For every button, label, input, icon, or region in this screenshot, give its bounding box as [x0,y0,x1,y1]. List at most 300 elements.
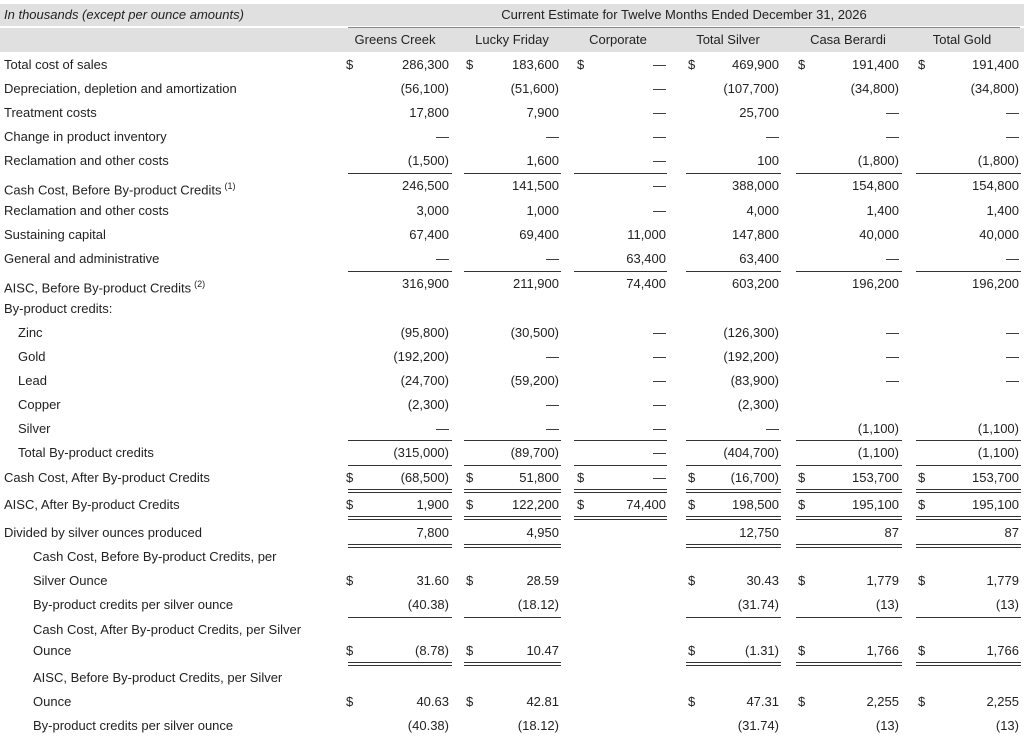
currency-symbol: $ [798,57,806,72]
cell-corporate: — [653,57,666,72]
cell-greens-creek: — [436,251,449,266]
cell-greens-creek: (1,500) [407,153,449,168]
subtotal-rule [348,440,452,441]
cell-lucky-friday: 4,950 [526,525,559,540]
cell-casa-berardi: 40,000 [859,227,899,242]
currency-symbol: $ [918,497,926,512]
cell-corporate: — [653,178,666,193]
cell-lucky-friday: 183,600 [512,57,559,72]
cell-lucky-friday: 1,000 [526,203,559,218]
cell-total-gold: (1,800) [977,153,1019,168]
row-label [4,149,169,173]
row-label [33,569,107,593]
cell-total-silver: (83,900) [730,373,779,388]
cell-greens-creek: 316,900 [402,276,449,291]
currency-symbol: $ [577,57,585,72]
row-label-text: AISC, Before By-product Credits, per Silver [33,670,283,685]
cell-greens-creek: (315,000) [393,445,449,460]
cell-greens-creek: — [436,421,449,436]
cell-lucky-friday: 69,400 [519,227,559,242]
cell-total-gold: (13) [995,597,1019,612]
row-label [18,369,47,393]
table-row-aisc-after [0,493,1024,517]
cell-corporate: — [653,397,666,412]
cell-total-gold: 153,700 [972,470,1019,485]
currency-symbol: $ [918,573,926,588]
row-label-text: Cash Cost, Before By-product Credits [4,182,222,198]
table-row-lead [0,369,1024,393]
row-label [18,345,45,369]
currency-symbol: $ [466,470,474,485]
period-title: Current Estimate for Twelve Months Ended December 31, 2026 [501,7,867,22]
cell-lucky-friday: 51,800 [519,470,559,485]
currency-symbol: $ [346,643,354,658]
row-label-text: Gold [18,349,46,364]
row-label [18,393,61,417]
subtotal-rule [574,440,667,441]
row-label [4,101,97,125]
table-row-byproduct-header [0,297,1024,321]
table-row-reclamation-1 [0,149,1024,173]
cell-casa-berardi: 1,400 [866,203,899,218]
row-label [4,223,106,247]
column-header-greens-creek: Greens Creek [354,32,436,47]
cell-lucky-friday: (18.12) [517,718,559,733]
cell-casa-berardi: 1,766 [866,643,899,658]
table-row-silver [0,417,1024,441]
table-row-change-inventory [0,125,1024,149]
table-row-dda [0,77,1024,101]
subtotal-rule [796,465,902,466]
total-double-rule [464,489,561,493]
table-row-cash-cost-after [0,466,1024,490]
cell-casa-berardi: 196,200 [852,276,899,291]
cell-greens-creek: (95,800) [400,325,449,340]
cell-total-gold: 1,779 [986,573,1019,588]
cell-greens-creek: 246,500 [402,178,449,193]
subtotal-rule [348,271,452,272]
cell-lucky-friday: 122,200 [512,497,559,512]
row-label-text: Silver [18,421,51,436]
currency-symbol: $ [466,694,474,709]
cell-lucky-friday: — [546,251,559,266]
row-label [18,321,43,345]
cell-corporate: 63,400 [626,251,666,266]
row-label-text: Sustaining capital [4,227,106,242]
cell-corporate: — [653,81,666,96]
row-label-text: Treatment costs [4,105,97,120]
subtotal-rule [464,465,561,466]
cell-total-silver: 100 [757,153,779,168]
cell-total-silver: 147,800 [732,227,779,242]
cell-total-silver: 30.43 [746,573,779,588]
column-header-lucky-friday: Lucky Friday [475,32,549,47]
subtotal-rule [916,617,1021,618]
currency-symbol: $ [688,470,696,485]
total-double-rule [796,489,902,493]
cell-lucky-friday: — [546,129,559,144]
currency-symbol: $ [346,470,354,485]
cell-greens-creek: (2,300) [407,397,449,412]
column-header-total-gold: Total Gold [932,32,992,47]
total-double-rule [348,662,452,666]
subtotal-rule [796,440,902,441]
cell-lucky-friday: (51,600) [510,81,559,96]
currency-symbol: $ [798,643,806,658]
row-label-text: Divided by silver ounces produced [4,525,202,540]
subtotal-rule [916,173,1021,174]
table-row-cc-before-per-silver-ounce [0,569,1024,593]
cell-casa-berardi: (1,800) [857,153,899,168]
row-label [4,466,210,490]
cell-casa-berardi: (13) [875,718,899,733]
row-label [4,77,237,101]
total-double-rule [686,662,781,666]
currency-symbol: $ [466,643,474,658]
table-row-aisc-before-per-label [0,666,1024,690]
currency-symbol: $ [688,573,696,588]
cell-total-silver: 388,000 [732,178,779,193]
cell-total-gold: 2,255 [986,694,1019,709]
cell-casa-berardi: — [886,105,899,120]
units-note: In thousands (except per ounce amounts) [4,7,244,22]
row-label-text: Zinc [18,325,43,340]
cell-casa-berardi: (34,800) [850,81,899,96]
subtotal-rule [574,173,667,174]
cell-greens-creek: 7,800 [416,525,449,540]
cell-casa-berardi: 2,255 [866,694,899,709]
currency-symbol: $ [466,57,474,72]
currency-symbol: $ [346,57,354,72]
footnote-marker: (2) [194,279,206,289]
cell-casa-berardi: (1,100) [857,421,899,436]
footnote-marker: (1) [224,181,236,191]
row-label-text: Cash Cost, After By-product Credits [4,470,210,485]
row-label-text: AISC, After By-product Credits [4,497,180,512]
cell-lucky-friday: 141,500 [512,178,559,193]
row-label-text: By-product credits: [4,301,113,316]
total-double-rule [686,489,781,493]
subtotal-rule [916,271,1021,272]
currency-symbol: $ [798,694,806,709]
cell-total-gold: 40,000 [979,227,1019,242]
cell-greens-creek: (56,100) [400,81,449,96]
row-label-text: Lead [18,373,47,388]
cell-lucky-friday: — [546,421,559,436]
cell-corporate: — [653,445,666,460]
currency-symbol: $ [346,573,354,588]
total-double-rule [686,516,781,520]
row-label-text: Total cost of sales [4,57,108,72]
total-double-rule [348,544,452,548]
currency-symbol: $ [798,573,806,588]
subtotal-rule [686,440,781,441]
cell-casa-berardi: — [886,129,899,144]
subtotal-rule [916,440,1021,441]
subtotal-rule [464,440,561,441]
subtotal-rule [348,465,452,466]
cell-total-gold: (13) [995,718,1019,733]
row-label [4,272,205,296]
table-row-copper [0,393,1024,417]
row-label [4,199,169,223]
cell-total-silver: 47.31 [746,694,779,709]
row-label-text: By-product credits per silver ounce [33,597,234,612]
cell-corporate: 74,400 [626,497,666,512]
cell-lucky-friday: — [546,397,559,412]
cell-casa-berardi: — [886,251,899,266]
cell-greens-creek: 286,300 [402,57,449,72]
cell-total-silver: 25,700 [739,105,779,120]
cell-total-silver: 4,000 [746,203,779,218]
cell-total-gold: 195,100 [972,497,1019,512]
cell-casa-berardi: — [886,325,899,340]
column-header-casa-berardi: Casa Berardi [810,32,886,47]
total-double-rule [464,662,561,666]
cell-corporate: 74,400 [626,276,666,291]
cell-greens-creek: (68,500) [400,470,449,485]
cell-corporate: — [653,470,666,485]
row-label-text: Change in product inventory [4,129,167,144]
cell-lucky-friday: 7,900 [526,105,559,120]
cell-lucky-friday: (59,200) [510,373,559,388]
currency-symbol: $ [577,497,585,512]
cell-casa-berardi: (13) [875,597,899,612]
row-label [18,417,51,441]
table-row-divided-by-ounces [0,521,1024,545]
total-double-rule [574,489,667,493]
subtotal-rule [348,173,452,174]
cell-total-silver: 63,400 [739,251,779,266]
cell-greens-creek: 67,400 [409,227,449,242]
cell-total-silver: (192,200) [723,349,779,364]
subtotal-rule [796,271,902,272]
currency-symbol: $ [918,694,926,709]
row-label-text: Reclamation and other costs [4,153,169,168]
column-header-total-silver: Total Silver [696,32,760,47]
row-label [4,247,159,271]
cell-greens-creek: — [436,129,449,144]
row-label-text: General and administrative [4,251,160,266]
total-double-rule [686,544,781,548]
cell-total-gold: — [1006,325,1019,340]
currency-symbol: $ [577,470,585,485]
cell-greens-creek: (40.38) [407,597,449,612]
row-label-text: Cash Cost, Before By-product Credits, per [33,549,277,564]
row-label-text: Copper [18,397,61,412]
table-row-reclamation-2 [0,199,1024,223]
currency-symbol: $ [466,573,474,588]
table-row-sustaining-capital [0,223,1024,247]
table-row-cc-before-per-label [0,545,1024,569]
cell-total-silver: (2,300) [737,397,779,412]
subtotal-rule [796,617,902,618]
cell-casa-berardi: 87 [884,525,899,540]
cell-total-gold: 196,200 [972,276,1019,291]
cell-corporate: — [653,421,666,436]
cell-total-silver: — [766,421,779,436]
cell-lucky-friday: 211,900 [512,276,559,291]
cell-total-silver: (31.74) [737,718,779,733]
row-label-text: Ounce [33,694,72,709]
table-header-columns-row [0,28,1024,52]
row-label [4,521,202,545]
currency-symbol: $ [688,497,696,512]
cell-casa-berardi: 195,100 [852,497,899,512]
subtotal-rule [686,617,781,618]
cell-greens-creek: 17,800 [409,105,449,120]
cell-lucky-friday: — [546,349,559,364]
cell-greens-creek: 40.63 [416,694,449,709]
cell-total-silver: 198,500 [732,497,779,512]
cell-lucky-friday: (89,700) [510,445,559,460]
cell-total-silver: 603,200 [732,276,779,291]
cell-lucky-friday: 28.59 [526,573,559,588]
cell-casa-berardi: 154,800 [852,178,899,193]
row-label [33,639,71,663]
subtotal-rule [464,271,561,272]
row-label-text: AISC, Before By-product Credits [4,280,192,296]
row-label-text: Depreciation, depletion and amortization [4,81,237,96]
table-row-total-cost-of-sales [0,53,1024,77]
subtotal-rule [574,271,667,272]
total-double-rule [796,516,902,520]
currency-symbol: $ [688,57,696,72]
cell-total-silver: (31.74) [737,597,779,612]
cell-total-silver: (404,700) [723,445,779,460]
currency-symbol: $ [346,497,354,512]
row-label [18,441,154,465]
cell-total-gold: (1,100) [977,445,1019,460]
cell-lucky-friday: 42.81 [526,694,559,709]
total-double-rule [464,516,561,520]
total-double-rule [796,544,902,548]
column-header-corporate: Corporate [589,32,647,47]
total-double-rule [348,489,452,493]
total-double-rule [916,516,1021,520]
cell-total-silver: (107,700) [723,81,779,96]
cell-total-silver: — [766,129,779,144]
cell-casa-berardi: (1,100) [857,445,899,460]
cell-casa-berardi: — [886,349,899,364]
currency-symbol: $ [688,643,696,658]
cell-total-gold: — [1006,251,1019,266]
subtotal-rule [348,617,452,618]
subtotal-rule [686,271,781,272]
cell-greens-creek: 3,000 [416,203,449,218]
cell-corporate: — [653,373,666,388]
cell-corporate: 11,000 [627,227,666,242]
cell-greens-creek: (8.78) [415,643,449,658]
cell-casa-berardi: — [886,373,899,388]
row-label [4,297,112,321]
cell-total-gold: 1,766 [986,643,1019,658]
cell-lucky-friday: (30,500) [510,325,559,340]
table-header-period-row [0,4,1024,26]
row-label-text: Cash Cost, After By-product Credits, per Silver [33,622,302,637]
row-label-text: Silver Ounce [33,573,108,588]
row-label [4,53,107,77]
cell-casa-berardi: 1,779 [866,573,899,588]
subtotal-rule [464,617,561,618]
row-label-text: By-product credits per silver ounce [33,718,234,733]
row-label [4,174,235,198]
currency-symbol: $ [798,497,806,512]
subtotal-rule [464,173,561,174]
cell-total-gold: — [1006,373,1019,388]
cell-greens-creek: (192,200) [393,349,449,364]
cell-corporate: — [653,203,666,218]
cell-greens-creek: (24,700) [400,373,449,388]
subtotal-rule [686,465,781,466]
cell-casa-berardi: 153,700 [852,470,899,485]
cell-lucky-friday: 10.47 [526,643,559,658]
currency-symbol: $ [918,643,926,658]
subtotal-rule [686,173,781,174]
cell-total-silver: (16,700) [730,470,779,485]
table-row-treatment-costs [0,101,1024,125]
cell-lucky-friday: 1,600 [526,153,559,168]
cell-greens-creek: 1,900 [416,497,449,512]
cell-greens-creek: 31.60 [416,573,449,588]
subtotal-rule [796,173,902,174]
cell-corporate: — [653,349,666,364]
row-label [33,593,233,617]
cell-corporate: — [653,153,666,168]
table-row-cash-cost-before [0,174,1024,198]
cell-corporate: — [653,129,666,144]
table-row-aisc-before-per-ounce [0,690,1024,714]
table-row-zinc [0,321,1024,345]
currency-symbol: $ [346,694,354,709]
row-label [33,690,71,714]
table-row-aisc-before [0,272,1024,296]
total-double-rule [348,516,452,520]
row-label [33,545,277,569]
cell-total-gold: (1,100) [977,421,1019,436]
currency-symbol: $ [798,470,806,485]
cell-total-silver: 469,900 [732,57,779,72]
row-label [33,714,233,738]
table-row-cc-after-per-ounce [0,639,1024,663]
subtotal-rule [574,465,667,466]
total-double-rule [574,516,667,520]
total-double-rule [916,662,1021,666]
cell-total-gold: (34,800) [970,81,1019,96]
cell-total-gold: 191,400 [972,57,1019,72]
cell-total-gold: — [1006,105,1019,120]
cell-total-silver: (126,300) [723,325,779,340]
row-label [4,125,167,149]
row-label [4,493,180,517]
table-row-byproduct-per-ounce-2 [0,714,1024,738]
cell-total-gold: — [1006,349,1019,364]
row-label [33,666,282,690]
cell-total-gold: 87 [1004,525,1019,540]
row-label-text: Reclamation and other costs [4,203,169,218]
total-double-rule [916,544,1021,548]
cell-corporate: — [653,325,666,340]
table-row-total-byproduct [0,441,1024,465]
total-double-rule [796,662,902,666]
header-divider [348,27,1020,28]
row-label-text: Total By-product credits [18,445,154,460]
currency-symbol: $ [918,57,926,72]
cell-total-silver: 12,750 [739,525,779,540]
cell-greens-creek: (40.38) [407,718,449,733]
subtotal-rule [916,465,1021,466]
currency-symbol: $ [688,694,696,709]
